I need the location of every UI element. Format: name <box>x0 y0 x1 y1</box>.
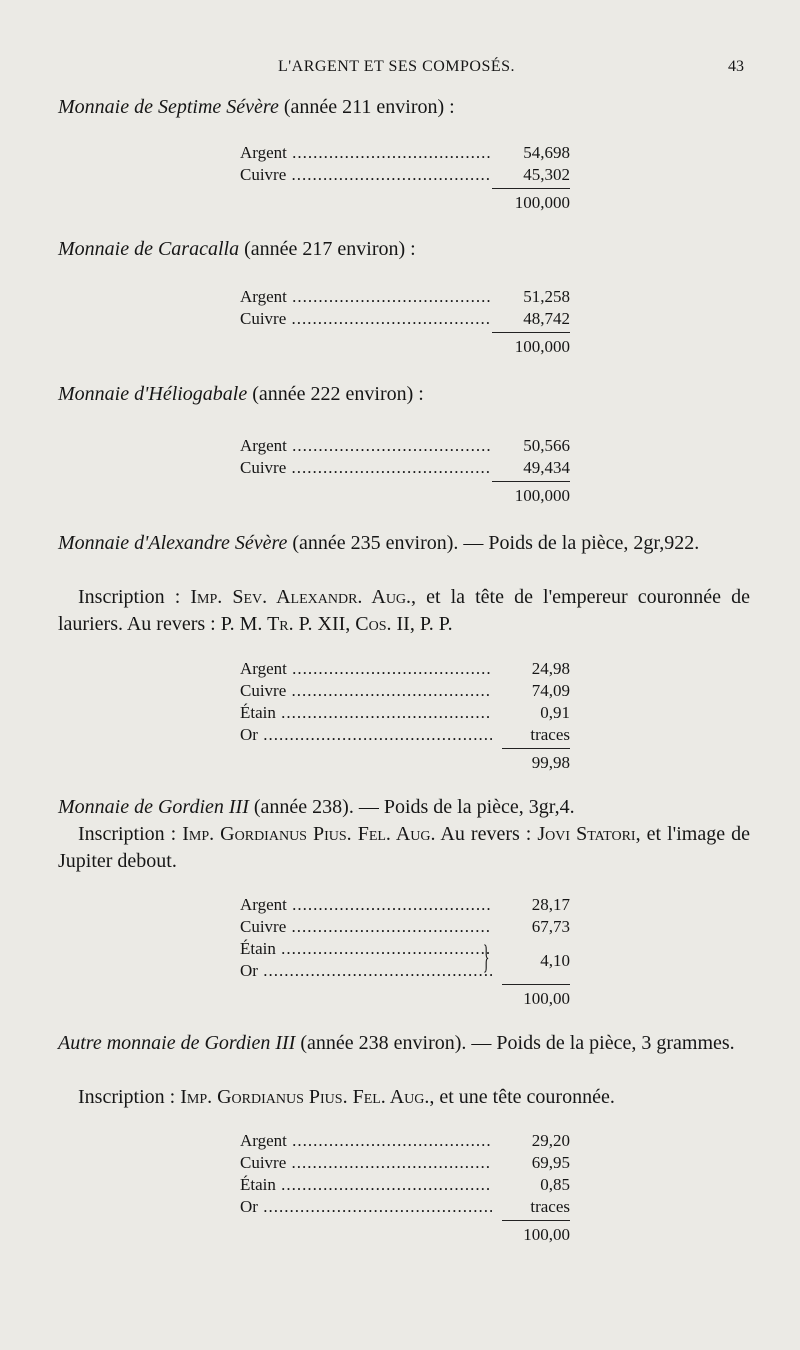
inscription-mid: , et la tête de l'empereur couronnée de lauriers. Au revers : <box>58 586 750 635</box>
table-row <box>240 680 570 702</box>
table-row <box>240 286 570 308</box>
coin-date: (année 211 environ) : <box>278 96 455 118</box>
metal-label: Étain ..... <box>240 1174 492 1196</box>
inscription-legend: Imp. Sev. Alexandr. Aug. <box>190 586 412 608</box>
total-value: 100,00 <box>523 1225 570 1244</box>
coin-title: Monnaie de Gordien III <box>58 796 249 818</box>
sum-rule <box>492 332 570 333</box>
coin-date: (année 235 environ). — Poids de la pièce, 2gr,922. <box>287 532 700 554</box>
table-row <box>240 1174 570 1196</box>
table-row <box>240 702 570 724</box>
metal-label: Argent ..... <box>240 142 492 164</box>
coin-date: (année 217 environ) : <box>239 238 416 260</box>
metal-label: Cuivre ..... <box>240 164 492 186</box>
metal-value: 45,302 <box>523 165 570 184</box>
total-value: 100,00 <box>523 989 570 1008</box>
coin-heading <box>58 794 750 821</box>
metal-value: 74,09 <box>531 681 570 700</box>
coin-heading <box>58 530 750 557</box>
inscription-text <box>58 821 750 875</box>
coin-date: (année 222 environ) : <box>247 383 424 405</box>
coin-title: Monnaie de Septime Sévère <box>58 96 279 118</box>
table-row <box>240 308 570 330</box>
coin-title: Monnaie de Caracalla <box>58 238 240 260</box>
metal-label: Étain ..... <box>240 702 492 724</box>
total-value: 100,000 <box>514 337 570 356</box>
metal-value: 50,566 <box>523 436 570 455</box>
sum-rule <box>502 984 570 985</box>
metal-label: Cuivre ..... <box>240 457 492 479</box>
metal-value: 54,698 <box>523 143 570 162</box>
inscription-reverse: Jovi Statori, <box>537 823 641 845</box>
inscription-legend: Imp. Gordianus Pius. Fel. Aug. <box>180 1086 430 1108</box>
coin-date: (année 238 environ). — Poids de la pièce, 3 grammes. <box>295 1032 735 1054</box>
metal-value: 48,742 <box>523 309 570 328</box>
metal-label: Or ..... <box>240 724 492 746</box>
table-row <box>240 938 480 960</box>
total-value: 100,000 <box>514 486 570 505</box>
metal-label: Cuivre ..... <box>240 916 492 938</box>
page-number: 43 <box>728 58 744 75</box>
coin-heading <box>58 381 750 408</box>
metal-value: traces <box>530 725 570 744</box>
sum-rule <box>492 188 570 189</box>
inscription-mid: , et une tête couronnée. <box>429 1086 615 1108</box>
metal-label: Étain ..... <box>240 938 492 960</box>
metal-value: 51,258 <box>523 287 570 306</box>
metal-value: traces <box>530 1197 570 1216</box>
right-brace-icon: } <box>482 939 490 976</box>
metal-value: 67,73 <box>531 917 570 936</box>
total-value: 100,000 <box>514 193 570 212</box>
coin-heading <box>58 1030 750 1057</box>
table-row <box>240 435 570 457</box>
table-row <box>240 916 570 938</box>
metal-label: Argent ..... <box>240 658 492 680</box>
total-value: 99,98 <box>531 753 570 772</box>
inscription-text <box>58 1084 750 1111</box>
inscription-prefix: Inscription : <box>78 823 183 845</box>
metal-label: Or ..... <box>240 960 492 982</box>
metal-value: 0,91 <box>540 703 570 722</box>
metal-value: 0,85 <box>540 1175 570 1194</box>
coin-title: Autre monnaie de Gordien III <box>58 1032 296 1054</box>
sum-rule <box>492 481 570 482</box>
table-row <box>240 164 570 186</box>
inscription-text <box>58 584 750 638</box>
table-row <box>240 1130 570 1152</box>
table-row <box>240 142 570 164</box>
coin-heading <box>58 236 750 263</box>
table-row <box>240 658 570 680</box>
metal-label: Cuivre ..... <box>240 308 492 330</box>
table-row <box>240 1196 570 1218</box>
metal-label: Argent ..... <box>240 1130 492 1152</box>
brace-value: 4,10 <box>540 951 570 970</box>
metal-value: 29,20 <box>531 1131 570 1150</box>
metal-label: Argent ..... <box>240 435 492 457</box>
sum-rule <box>502 748 570 749</box>
metal-label: Argent ..... <box>240 286 492 308</box>
metal-label: Argent ..... <box>240 894 492 916</box>
page-header <box>0 58 800 82</box>
sum-rule <box>502 1220 570 1221</box>
inscription-suffix: et l'image de Jupiter debout. <box>58 823 751 872</box>
inscription-reverse: P. M. Tr. P. XII, Cos. II, P. P. <box>220 613 453 635</box>
coin-date: (année 238). — Poids de la pièce, 3gr,4. <box>248 796 575 818</box>
coin-heading <box>58 94 750 121</box>
metal-label: Or ..... <box>240 1196 492 1218</box>
metal-value: 24,98 <box>531 659 570 678</box>
coin-title: Monnaie d'Héliogabale <box>58 383 248 405</box>
table-row <box>240 960 480 982</box>
inscription-legend: Imp. Gordianus Pius. Fel. Aug. <box>182 823 436 845</box>
metal-value: 69,95 <box>531 1153 570 1172</box>
inscription-mid: Au revers : <box>435 823 538 845</box>
table-row <box>240 724 570 746</box>
table-row <box>240 894 570 916</box>
running-title: L'ARGENT ET SES COMPOSÉS. <box>278 58 516 75</box>
inscription-prefix: Inscription : <box>78 1086 181 1108</box>
metal-label: Cuivre ..... <box>240 680 492 702</box>
metal-value: 49,434 <box>523 458 570 477</box>
coin-title: Monnaie d'Alexandre Sévère <box>58 532 288 554</box>
table-row <box>240 1152 570 1174</box>
table-row <box>240 457 570 479</box>
inscription-prefix: Inscription : <box>78 586 191 608</box>
metal-value: 28,17 <box>531 895 570 914</box>
metal-label: Cuivre ..... <box>240 1152 492 1174</box>
